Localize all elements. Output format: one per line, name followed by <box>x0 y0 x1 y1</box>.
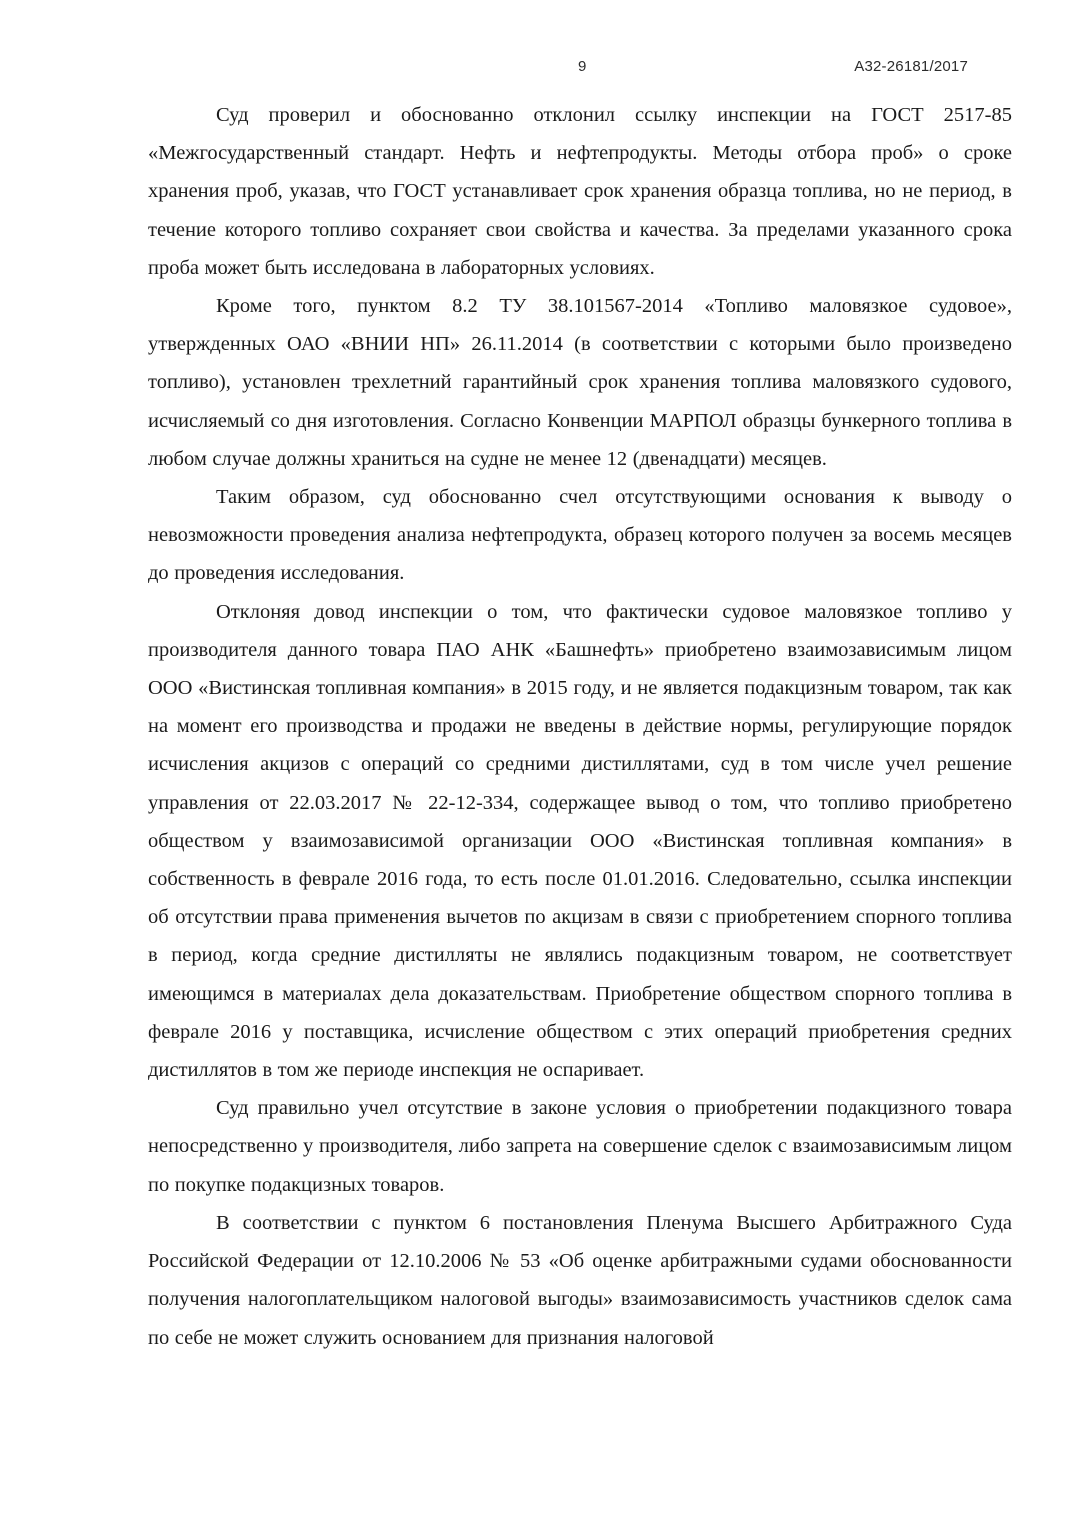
paragraph: Таким образом, суд обоснованно счел отсутствующими основания к выводу о невозможности проведения анализа нефтепродукта, образец которого получен за восемь месяцев до проведения исследования. <box>148 486 1012 585</box>
paragraph: Кроме того, пунктом 8.2 ТУ 38.101567-2014 «Топливо маловязкое судовое», утвержденных ОАО «ВНИИ НП» 26.11.2014 (в соответствии с которыми было произведено топливо), установлен трехлетний гарантийный срок хранения топлива маловязкого судового, исчисляемый со дня изготовления. Согласно Конвенции МАРПОЛ образцы бункерного топлива в любом случае должны храниться на судне не менее 12 (двенадцати) месяцев. <box>148 295 1012 470</box>
running-header <box>148 58 1010 84</box>
paragraph: Суд правильно учел отсутствие в законе условия о приобретении подакцизного товара непосредственно у производителя, либо запрета на совершение сделок с взаимозависимым лицом по покупке подакцизных товаров. <box>148 1097 1012 1196</box>
paragraph: Отклоняя довод инспекции о том, что фактически судовое маловязкое топливо у производителя данного товара ПАО АНК «Башнефть» приобретено взаимозависимым лицом ООО «Вистинская топливная компания» в 2015 году, и не является подакцизным товаром, так как на момент его производства и продажи не введены в действие нормы, регулирующие порядок исчисления акцизов с операций со средними дистиллятами, суд в том числе учел решение управления от 22.03.2017 № 22-12-334, содержащее вывод о том, что топливо приобретено обществом у взаимозависимой организации ООО «Вистинская топливная компания» в собственность в феврале 2016 года, то есть после 01.01.2016. Следовательно, ссылка инспекции об отсутствии права применения вычетов по акцизам в связи с приобретением спорного топлива в период, когда средние дистилляты не являлись подакцизным товаром, не соответствует имеющимся в материалах дела доказательствам. Приобретение обществом спорного топлива в феврале 2016 у поставщика, исчисление обществом с этих операций приобретения средних дистиллятов в том же периоде инспекция не оспаривает. <box>148 600 1012 1082</box>
page-number: 9 <box>578 58 587 75</box>
case-number: А32-26181/2017 <box>854 58 968 75</box>
paragraph: В соответствии с пунктом 6 постановления Пленума Высшего Арбитражного Суда Российской Федерации от 12.10.2006 № 53 «Об оценке арбитражными судами обоснованности получения налогоплательщиком налоговой выгоды» взаимозависимость участников сделок сама по себе не может служить основанием для признания налоговой <box>148 1211 1012 1349</box>
paragraph: Суд проверил и обоснованно отклонил ссылку инспекции на ГОСТ 2517-85 «Межгосударственный стандарт. Нефть и нефтепродукты. Методы отбора проб» о сроке хранения проб, указав, что ГОСТ устанавливает срок хранения образца топлива, но не период, в течение которого топливо сохраняет свои свойства и качества. За пределами указанного срока проба может быть исследована в лабораторных условиях. <box>148 104 1012 279</box>
document-body <box>148 96 1012 1357</box>
